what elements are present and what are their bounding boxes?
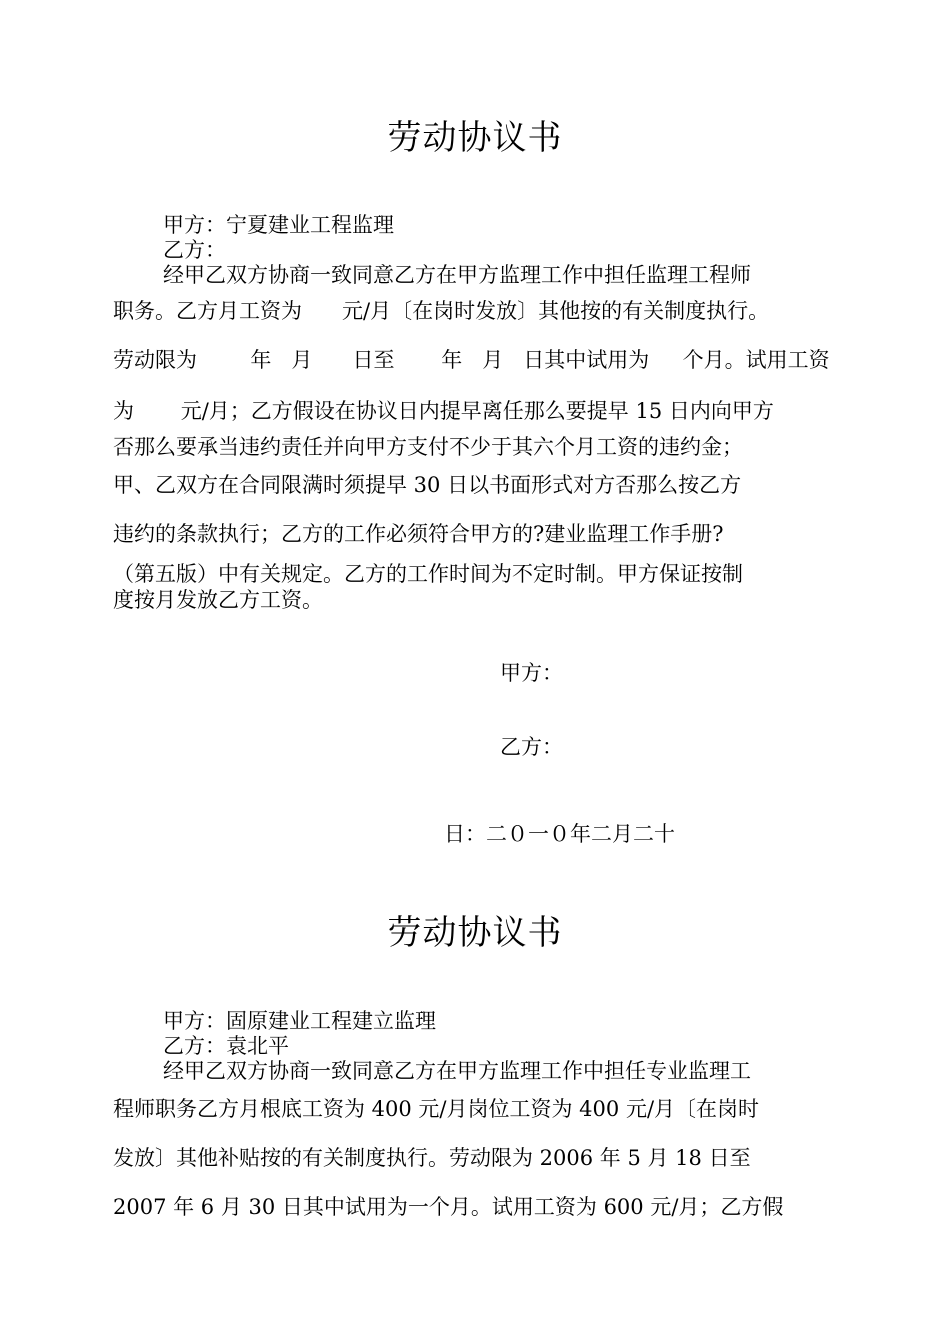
agreement-2-body-line: 2007 年 6 月 30 日其中试用为一个月。试用工资为 600 元/月；乙方假 bbox=[113, 1195, 784, 1219]
agreement-1-body-line: 经甲乙双方协商一致同意乙方在甲方监理工作中担任监理工程师 bbox=[163, 263, 751, 287]
agreement-1-body-line: 为 元/月；乙方假设在协议日内提早离任那么要提早 15 日内向甲方 bbox=[113, 399, 774, 423]
agreement-1-title: 劳动协议书 bbox=[387, 118, 563, 158]
agreement-2-body-line: 经甲乙双方协商一致同意乙方在甲方监理工作中担任专业监理工 bbox=[163, 1059, 751, 1083]
agreement-1-body-line: （第五版）中有关规定。乙方的工作时间为不定时制。甲方保证按制 bbox=[113, 562, 743, 586]
agreement-1-body-line: 甲、乙双方在合同限满时须提早 30 日以书面形式对方否那么按乙方 bbox=[113, 473, 742, 497]
agreement-1-body-line: 劳动限为 年 月 日至 年 月 日其中试用为 个月。试用工资 bbox=[113, 348, 830, 372]
agreement-1-body-line: 违约的条款执行；乙方的工作必须符合甲方的?建业监理工作手册? bbox=[113, 522, 724, 546]
agreement-1-body-line: 职务。乙方月工资为 元/月〔在岗时发放〕其他按的有关制度执行。 bbox=[113, 299, 770, 323]
agreement-1-body-line: 否那么要承当违约责任并向甲方支付不少于其六个月工资的违约金； bbox=[113, 435, 743, 459]
agreement-1-body-line: 度按月发放乙方工资。 bbox=[113, 588, 323, 612]
agreement-2-party-b: 乙方：袁北平 bbox=[163, 1034, 289, 1058]
agreement-1-sign-party-b: 乙方： bbox=[500, 735, 563, 759]
agreement-2-title: 劳动协议书 bbox=[387, 913, 563, 953]
agreement-1-sign-party-a: 甲方： bbox=[500, 661, 563, 685]
agreement-1-party-a: 甲方：宁夏建业工程监理 bbox=[163, 213, 394, 237]
agreement-1-party-b: 乙方： bbox=[163, 238, 226, 262]
agreement-2-body-line: 发放〕其他补贴按的有关制度执行。劳动限为 2006 年 5 月 18 日至 bbox=[113, 1146, 751, 1170]
agreement-2-body-line: 程师职务乙方月根底工资为 400 元/月岗位工资为 400 元/月〔在岗时 bbox=[113, 1097, 760, 1121]
agreement-2-party-a: 甲方：固原建业工程建立监理 bbox=[163, 1009, 436, 1033]
agreement-1-date: 日：二０一０年二月二十 bbox=[444, 822, 675, 846]
